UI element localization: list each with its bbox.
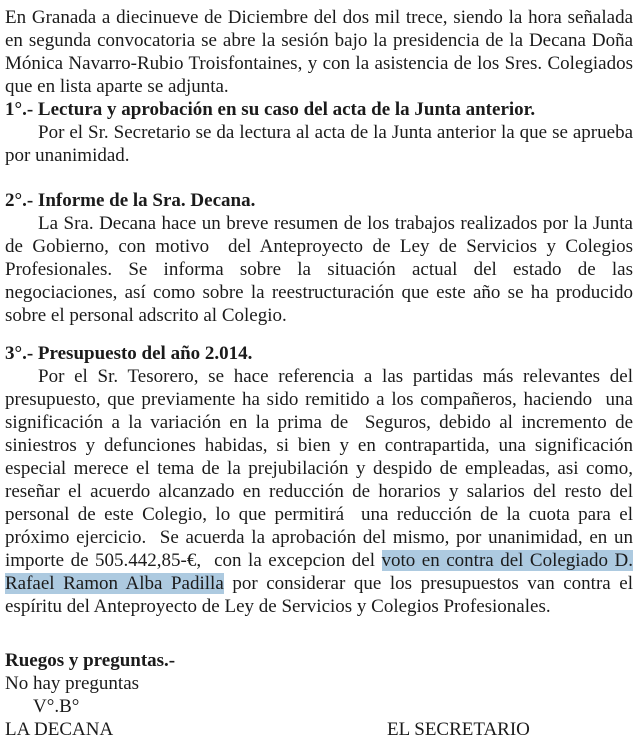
section-3-body <box>5 365 633 618</box>
intro-paragraph: En Granada a diecinueve de Diciembre del dos mil trece, siendo la hora señalada en segunda convocatoria se abre la sesión bajo la presidencia de la Decana Doña Mónica Navarro-Rubio Troisfontaines, y con la asistencia de los Sres. Colegiados que en lista aparte se adjunta. <box>5 7 633 97</box>
section-3-heading: 3°.- Presupuesto del año 2.014. <box>5 343 253 364</box>
vobo-line: V°.B° <box>33 696 80 717</box>
meeting-minutes-document <box>5 6 633 741</box>
decana-signature-label: LA DECANA <box>5 719 114 740</box>
questions-heading: Ruegos y preguntas.- <box>5 650 176 671</box>
section-2-body: La Sra. Decana hace un breve resumen de los trabajos realizados por la Junta de Gobierno, con motivo del Anteproyecto de Ley de Servicios y Colegios Profesionales. Se informa sobre la situación actual del estado de las negociaciones, así como sobre la reestructuración que este año se ha producido sobre el personal adscrito al Colegio. <box>5 213 633 326</box>
signature-row <box>5 718 633 741</box>
highlighted-dissent-text: voto en contra del Colegiado D. Rafael Ramon Alba Padilla <box>5 550 633 594</box>
section-1-body: Por el Sr. Secretario se da lectura al acta de la Junta anterior la que se aprueba por unanimidad. <box>5 122 633 166</box>
budget-text-before-highlight: Por el Sr. Tesorero, se hace referencia a las partidas más relevantes del presupuesto, que previamente ha sido remitido a los compañeros, haciendo una significación a la variación en la prima de Seguros, debido al incremento de siniestros y defunciones habidas, si bien y en contrapartida, una significación especial merece el tema de la prejubilación y despido de empleadas, asi como, reseñar el acuerdo alcanzado en reducción de horarios y salarios del resto del personal de este Colegio, lo que permitirá una reducción de la cuota para el próximo ejercicio. Se acuerda la aprobación del mismo, por unanimidad, en un importe de 505.442,85-€, con la excepcion del <box>5 366 633 571</box>
secretario-signature-label: EL SECRETARIO <box>387 719 530 740</box>
no-questions-line: No hay preguntas <box>5 673 140 694</box>
section-1-heading: 1°.- Lectura y aprobación en su caso del acta de la Junta anterior. <box>5 99 536 120</box>
budget-text-after-highlight: por considerar que los presupuestos van contra el espíritu del Anteproyecto de Ley de Servicios y Colegios Profesionales. <box>5 573 633 617</box>
section-2-heading: 2°.- Informe de la Sra. Decana. <box>5 190 256 211</box>
